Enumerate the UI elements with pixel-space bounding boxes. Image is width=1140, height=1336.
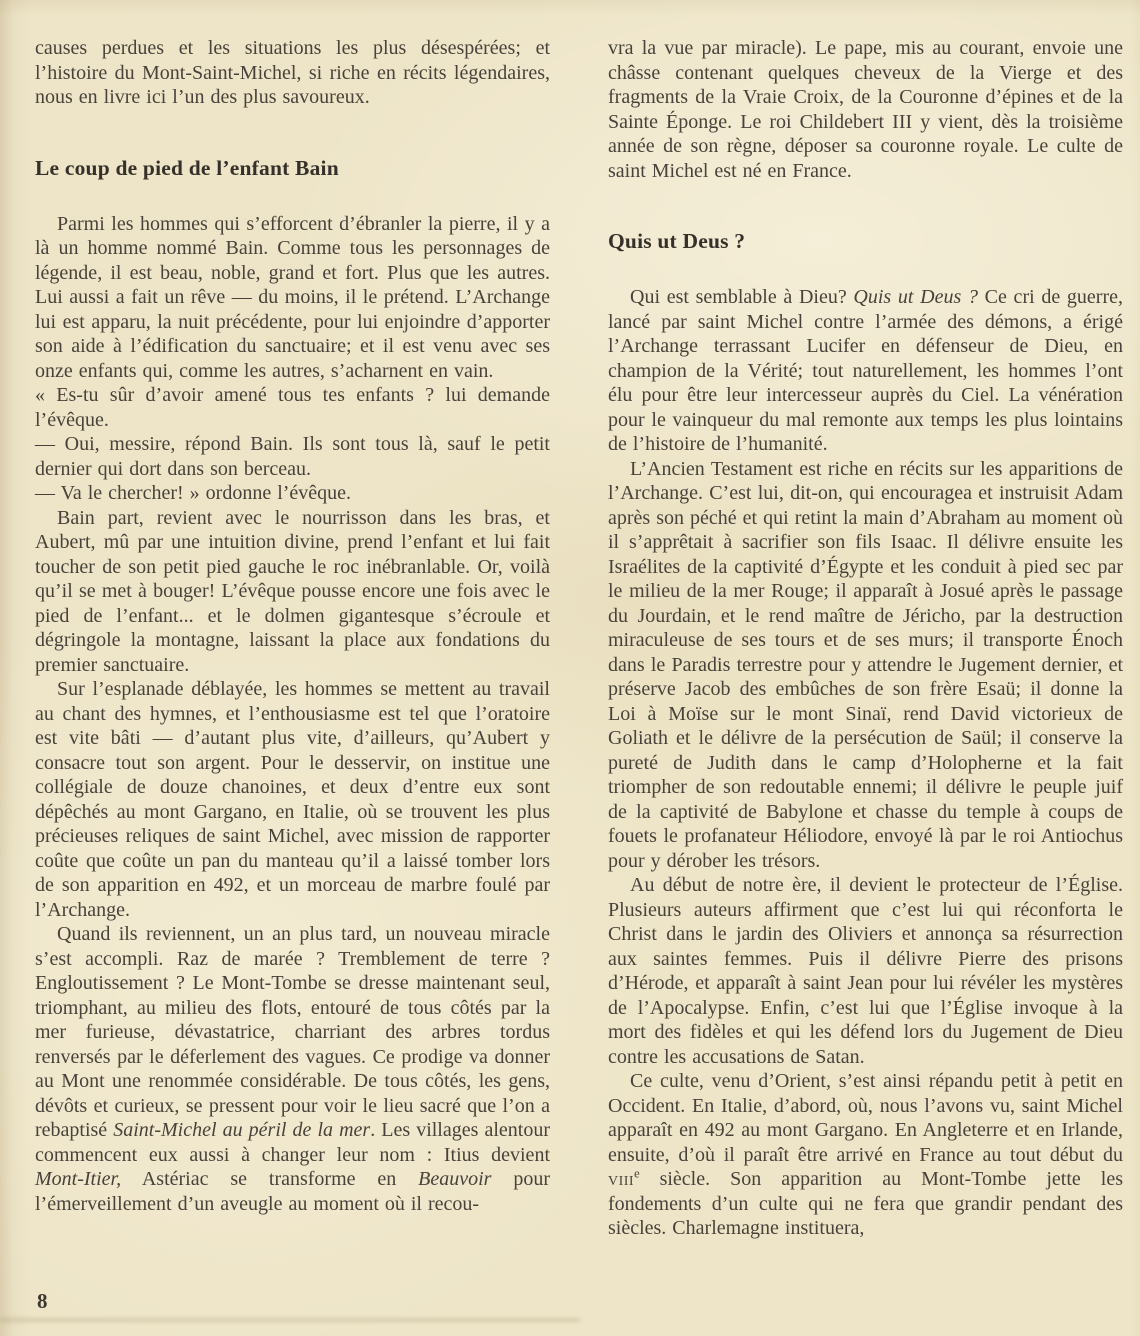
- paragraph: — Va le chercher! » ordonne l’évêque.: [35, 482, 352, 504]
- paragraph: Parmi les hommes qui s’efforcent d’ébranler la pierre, il y a là un homme nommé Bain. Comme tous les personnages de légende, il est beau, noble, grand et fort. Plus que les autres. Lui aussi a fait un rêve — du moins, il le prétend. L’Archange lui est apparu, la nuit précédente, pour lui enjoindre d’apporter son aide à l’édification du sanctuaire; et il est venu avec ses onze enfants qui, comme les autres, s’acharnent en vain.: [35, 212, 550, 382]
- paragraph: Sur l’esplanade déblayée, les hommes se mettent au travail au chant des hymnes, et l’enthousiasme est tel que l’oratoire est vite bâti — d’autant plus vite, d’ailleurs, qu’Aubert y consacre tout son argent. Pour le desservir, on institue une collégiale de douze chanoines, et deux d’entre eux sont dépêchés au mont Gargano, en Italie, où se trouvent les plus précieuses reliques de saint Michel, avec mission de rapporter coûte que coûte un pan du manteau qu’il a laissé tomber lors de son apparition en 492, et un morceau de marbre foulé par l’Archange.: [35, 678, 550, 921]
- paragraph: Bain part, revient avec le nourrisson dans les bras, et Aubert, mû par une intuition divine, prend l’enfant et lui fait toucher de son petit pied gauche le roc inébranlable. Or, voilà qu’il se met à bouger! L’évêque pousse encore une fois avec le pied de l’enfant... et le dolmen gigantesque s’écroule et dégringole la montagne, laissant la place aux fondations du premier sanctuaire.: [35, 506, 550, 676]
- paragraph: L’Ancien Testament est riche en récits sur les apparitions de l’Archange. C’est lui, dit-on, qui encouragea et instruisit Adam après son péché et qui retint la main d’Abraham au moment où il s’apprêtait à sacrifier son fils Isaac. Il délivre ensuite les Israélites de la captivité d’Égypte et les conduit à pied sec par le milieu de la mer Rouge; il apparaît à Josué après le passage du Jourdain, et le rend maître de Jéricho, par la destruction miraculeuse de ses tours et de ses murs; il transporte Énoch dans le Paradis terrestre pour y attendre le Jugement dernier, et préserve Jacob des embûches de son frère Esaü; il donne la Loi à Moïse sur le mont Sinaï, rend David victorieux de Goliath et le délivre de la persécution de Saül; il conserve la pureté de Judith dans le camp d’Holopherne et la fait triompher de son redoutable ennemi; il délivre le peuple juif de la captivité de Babylone et chasse du temple à coups de fouets le profanateur Héliodore, envoyé là par le roi Antiochus pour y dérober les trésors.: [608, 457, 1123, 872]
- paragraph: « Es-tu sûr d’avoir amené tous tes enfants ? lui demande l’évêque.: [35, 384, 550, 431]
- paragraph: — Oui, messire, répond Bain. Ils sont tous là, sauf le petit dernier qui dort dans son berceau.: [35, 433, 550, 480]
- paragraph: Ce culte, venu d’Orient, s’est ainsi répandu petit à petit en Occident. En Italie, d’abord, où, nous l’avons vu, saint Michel apparaît en 492 au mont Gargano. En Angleterre et en Irlande, ensuite, d’où il paraît être arrivé en France au tout début du viii$^e$ siècle. Son apparition au Mont-Tombe jette les fondements d’un culte qui ne fera que grandir pendant des siècles. Charlemagne instituera,: [608, 1070, 1123, 1239]
- paragraph: Quand ils reviennent, un an plus tard, un nouveau miracle s’est accompli. Raz de marée ? Tremblement de terre ? Engloutissement ? Le Mont-Tombe se dresse maintenant seul, triomphant, au milieu des flots, entouré de tous côtés par la mer furieuse, dévastatrice, charriant des arbres tordus renversés par le déferlement des vagues. Ce prodige va donner au Mont une renommée considérable. De tous côtés, les gens, dévôts et curieux, se pressent pour voir le lieu sacré que l’on a rebaptisé Saint-Michel au péril de la mer. Les villages alentour commencent eux aussi à changer leur nom : Itius devient Mont-Itier, Astériac se transforme en Beauvoir pour l’émerveillement d’un aveugle au moment où il recou-: [35, 923, 550, 1215]
- section-heading: Quis ut Deus ?: [608, 229, 746, 253]
- left-column: [35, 36, 550, 1241]
- right-column: [608, 36, 1123, 1241]
- paragraph: Qui est semblable à Dieu? Quis ut Deus ? Ce cri de guerre, lancé par saint Michel contre l’armée des démons, a érigé l’Archange terrassant Lucifer en défenseur de Dieu, en champion de la Vérité; tout naturellement, les hommes l’ont élu pour être leur intercesseur auprès du Ciel. La vénération pour le vainqueur du mal remonte aux temps les plus lointains de l’histoire de l’humanité.: [608, 286, 1123, 455]
- paragraph: Au début de notre ère, il devient le protecteur de l’Église. Plusieurs auteurs affirment que c’est lui qui réconforta le Christ dans le jardin des Oliviers et annonça sa résurrection aux saintes femmes. Puis il délivre Pierre des prisons d’Hérode, et apparaît à saint Jean pour lui révéler les mystères de l’Apocalypse. Enfin, c’est lui que l’Église invoque à la mort des fidèles et qui les défend lors du Jugement de Dieu contre les accusations de Satan.: [608, 874, 1123, 1068]
- section-heading: Le coup de pied de l’enfant Bain: [35, 155, 339, 180]
- page-edge-shadow: [0, 1318, 580, 1322]
- page-number: 8: [37, 1289, 48, 1313]
- paragraph: causes perdues et les situations les plus désespérées; et l’histoire du Mont-Saint-Michel, si riche en récits légendaires, nous en livre ici l’un des plus savoureux.: [35, 37, 550, 108]
- paragraph: vra la vue par miracle). Le pape, mis au courant, envoie une châsse contenant quelques cheveux de la Vierge et des fragments de la Vraie Croix, de la Couronne d’épines et de la Sainte Éponge. Le roi Childebert III y vient, dès la troisième année de son règne, déposer sa couronne royale. Le culte de saint Michel est né en France.: [608, 37, 1123, 182]
